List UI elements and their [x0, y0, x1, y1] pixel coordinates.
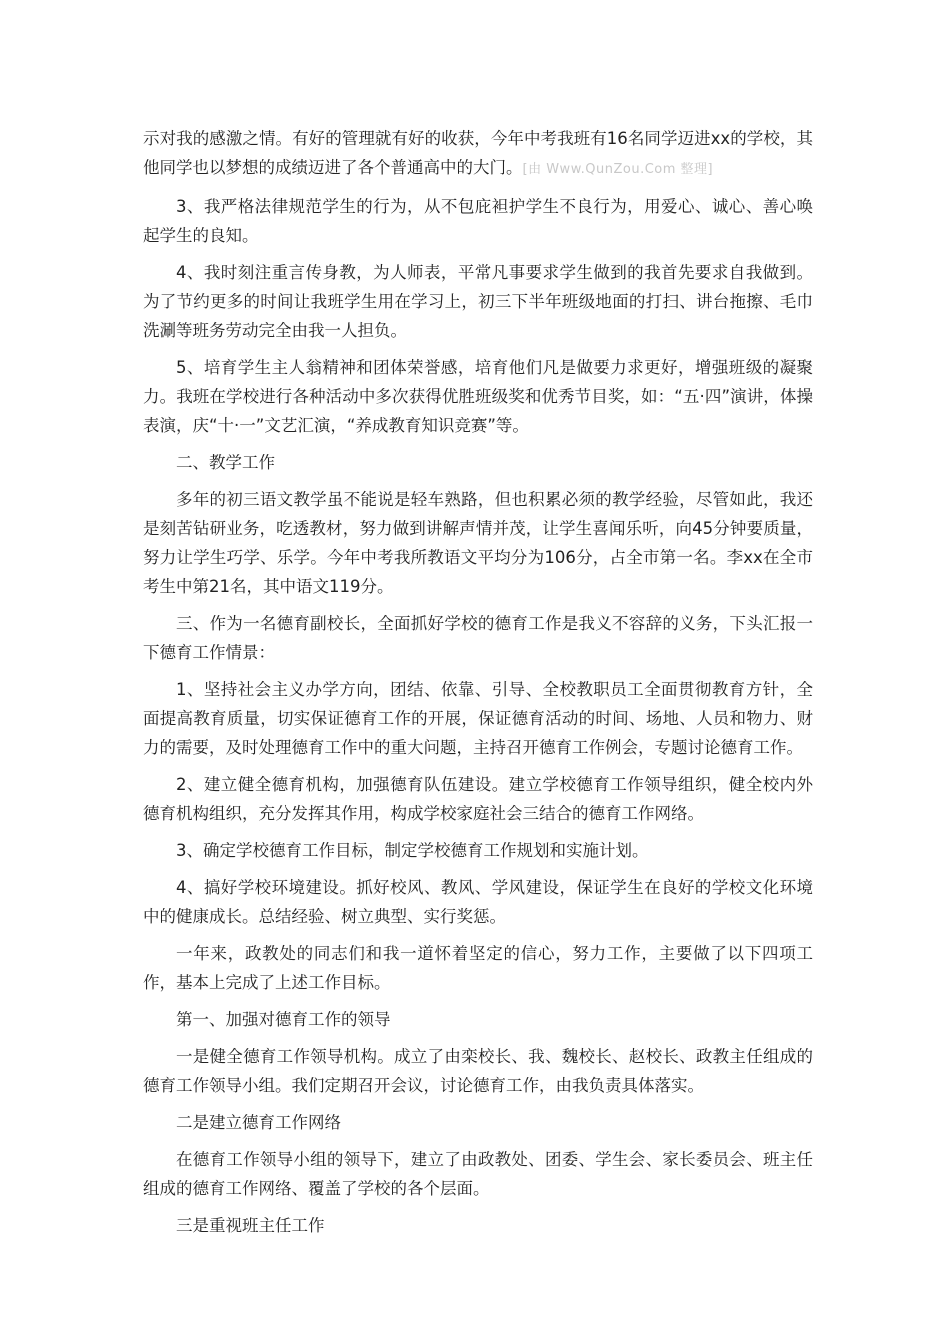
subheading-network: 二是建立德育工作网络: [176, 1113, 341, 1132]
section-heading-moral-education: 三、作为一名德育副校长，全面抓好学校的德育工作是我义不容辞的义务，下头汇报一下德育工作情景：: [143, 614, 813, 662]
paragraph-text: 示对我的感激之情。有好的管理就有好的收获，今年中考我班有16名同学迈进xx的学校，其他同学也以梦想的成绩迈进了各个普通高中的大门。: [143, 129, 813, 177]
subheading-head-teacher: 三是重视班主任工作: [176, 1216, 325, 1235]
paragraph-1: [143, 124, 813, 184]
paragraph-4: 5、培育学生主人翁精神和团体荣誉感，培育他们凡是做要力求更好，增强班级的凝聚力。我班在学校进行各种活动中多次获得优胜班级奖和优秀节目奖，如：“五·四”演讲，体操表演，庆“十·一”文艺汇演，“养成教育知识竞赛”等。: [143, 358, 813, 435]
paragraph-9: 2、建立健全德育机构，加强德育队伍建设。建立学校德育工作领导组织，健全校内外德育机构组织，充分发挥其作用，构成学校家庭社会三结合的德育工作网络。: [143, 775, 813, 823]
paragraph-16: 在德育工作领导小组的领导下，建立了由政教处、团委、学生会、家长委员会、班主任组成的德育工作网络、覆盖了学校的各个层面。: [143, 1150, 813, 1198]
paragraph-6: 多年的初三语文教学虽不能说是轻车熟路，但也积累必须的教学经验，尽管如此，我还是刻苦钻研业务，吃透教材，努力做到讲解声情并茂，让学生喜闻乐听，向45分钟要质量，努力让学生巧学、乐学。今年中考我所教语文平均分为106分，占全市第一名。李xx在全市考生中第21名，其中语文119分。: [143, 490, 813, 596]
source-watermark: [由 Www.QunZou.Com 整理]: [522, 162, 714, 177]
section-heading-teaching: 二、教学工作: [176, 453, 275, 472]
paragraph-2: 3、我严格法律规范学生的行为，从不包庇袒护学生不良行为，用爱心、诚心、善心唤起学生的良知。: [143, 197, 813, 245]
paragraph-8: 1、坚持社会主义办学方向，团结、依靠、引导、全校教职员工全面贯彻教育方针，全面提高教育质量，切实保证德育工作的开展，保证德育活动的时间、场地、人员和物力、财力的需要，及时处理德育工作中的重大问题，主持召开德育工作例会，专题讨论德育工作。: [143, 680, 813, 757]
paragraph-3: 4、我时刻注重言传身教，为人师表，平常凡事要求学生做到的我首先要求自我做到。为了节约更多的时间让我班学生用在学习上，初三下半年班级地面的打扫、讲台拖擦、毛巾洗涮等班务劳动完全由我一人担负。: [143, 263, 813, 340]
document-page: [143, 124, 813, 1248]
subheading-leadership: 第一、加强对德育工作的领导: [176, 1010, 391, 1029]
paragraph-14: 一是健全德育工作领导机构。成立了由栾校长、我、魏校长、赵校长、政教主任组成的德育工作领导小组。我们定期召开会议，讨论德育工作，由我负责具体落实。: [143, 1047, 813, 1095]
paragraph-11: 4、搞好学校环境建设。抓好校风、教风、学风建设，保证学生在良好的学校文化环境中的健康成长。总结经验、树立典型、实行奖惩。: [143, 878, 813, 926]
paragraph-12: 一年来，政教处的同志们和我一道怀着坚定的信心，努力工作，主要做了以下四项工作，基本上完成了上述工作目标。: [143, 944, 813, 992]
paragraph-10: 3、确定学校德育工作目标，制定学校德育工作规划和实施计划。: [176, 841, 649, 860]
